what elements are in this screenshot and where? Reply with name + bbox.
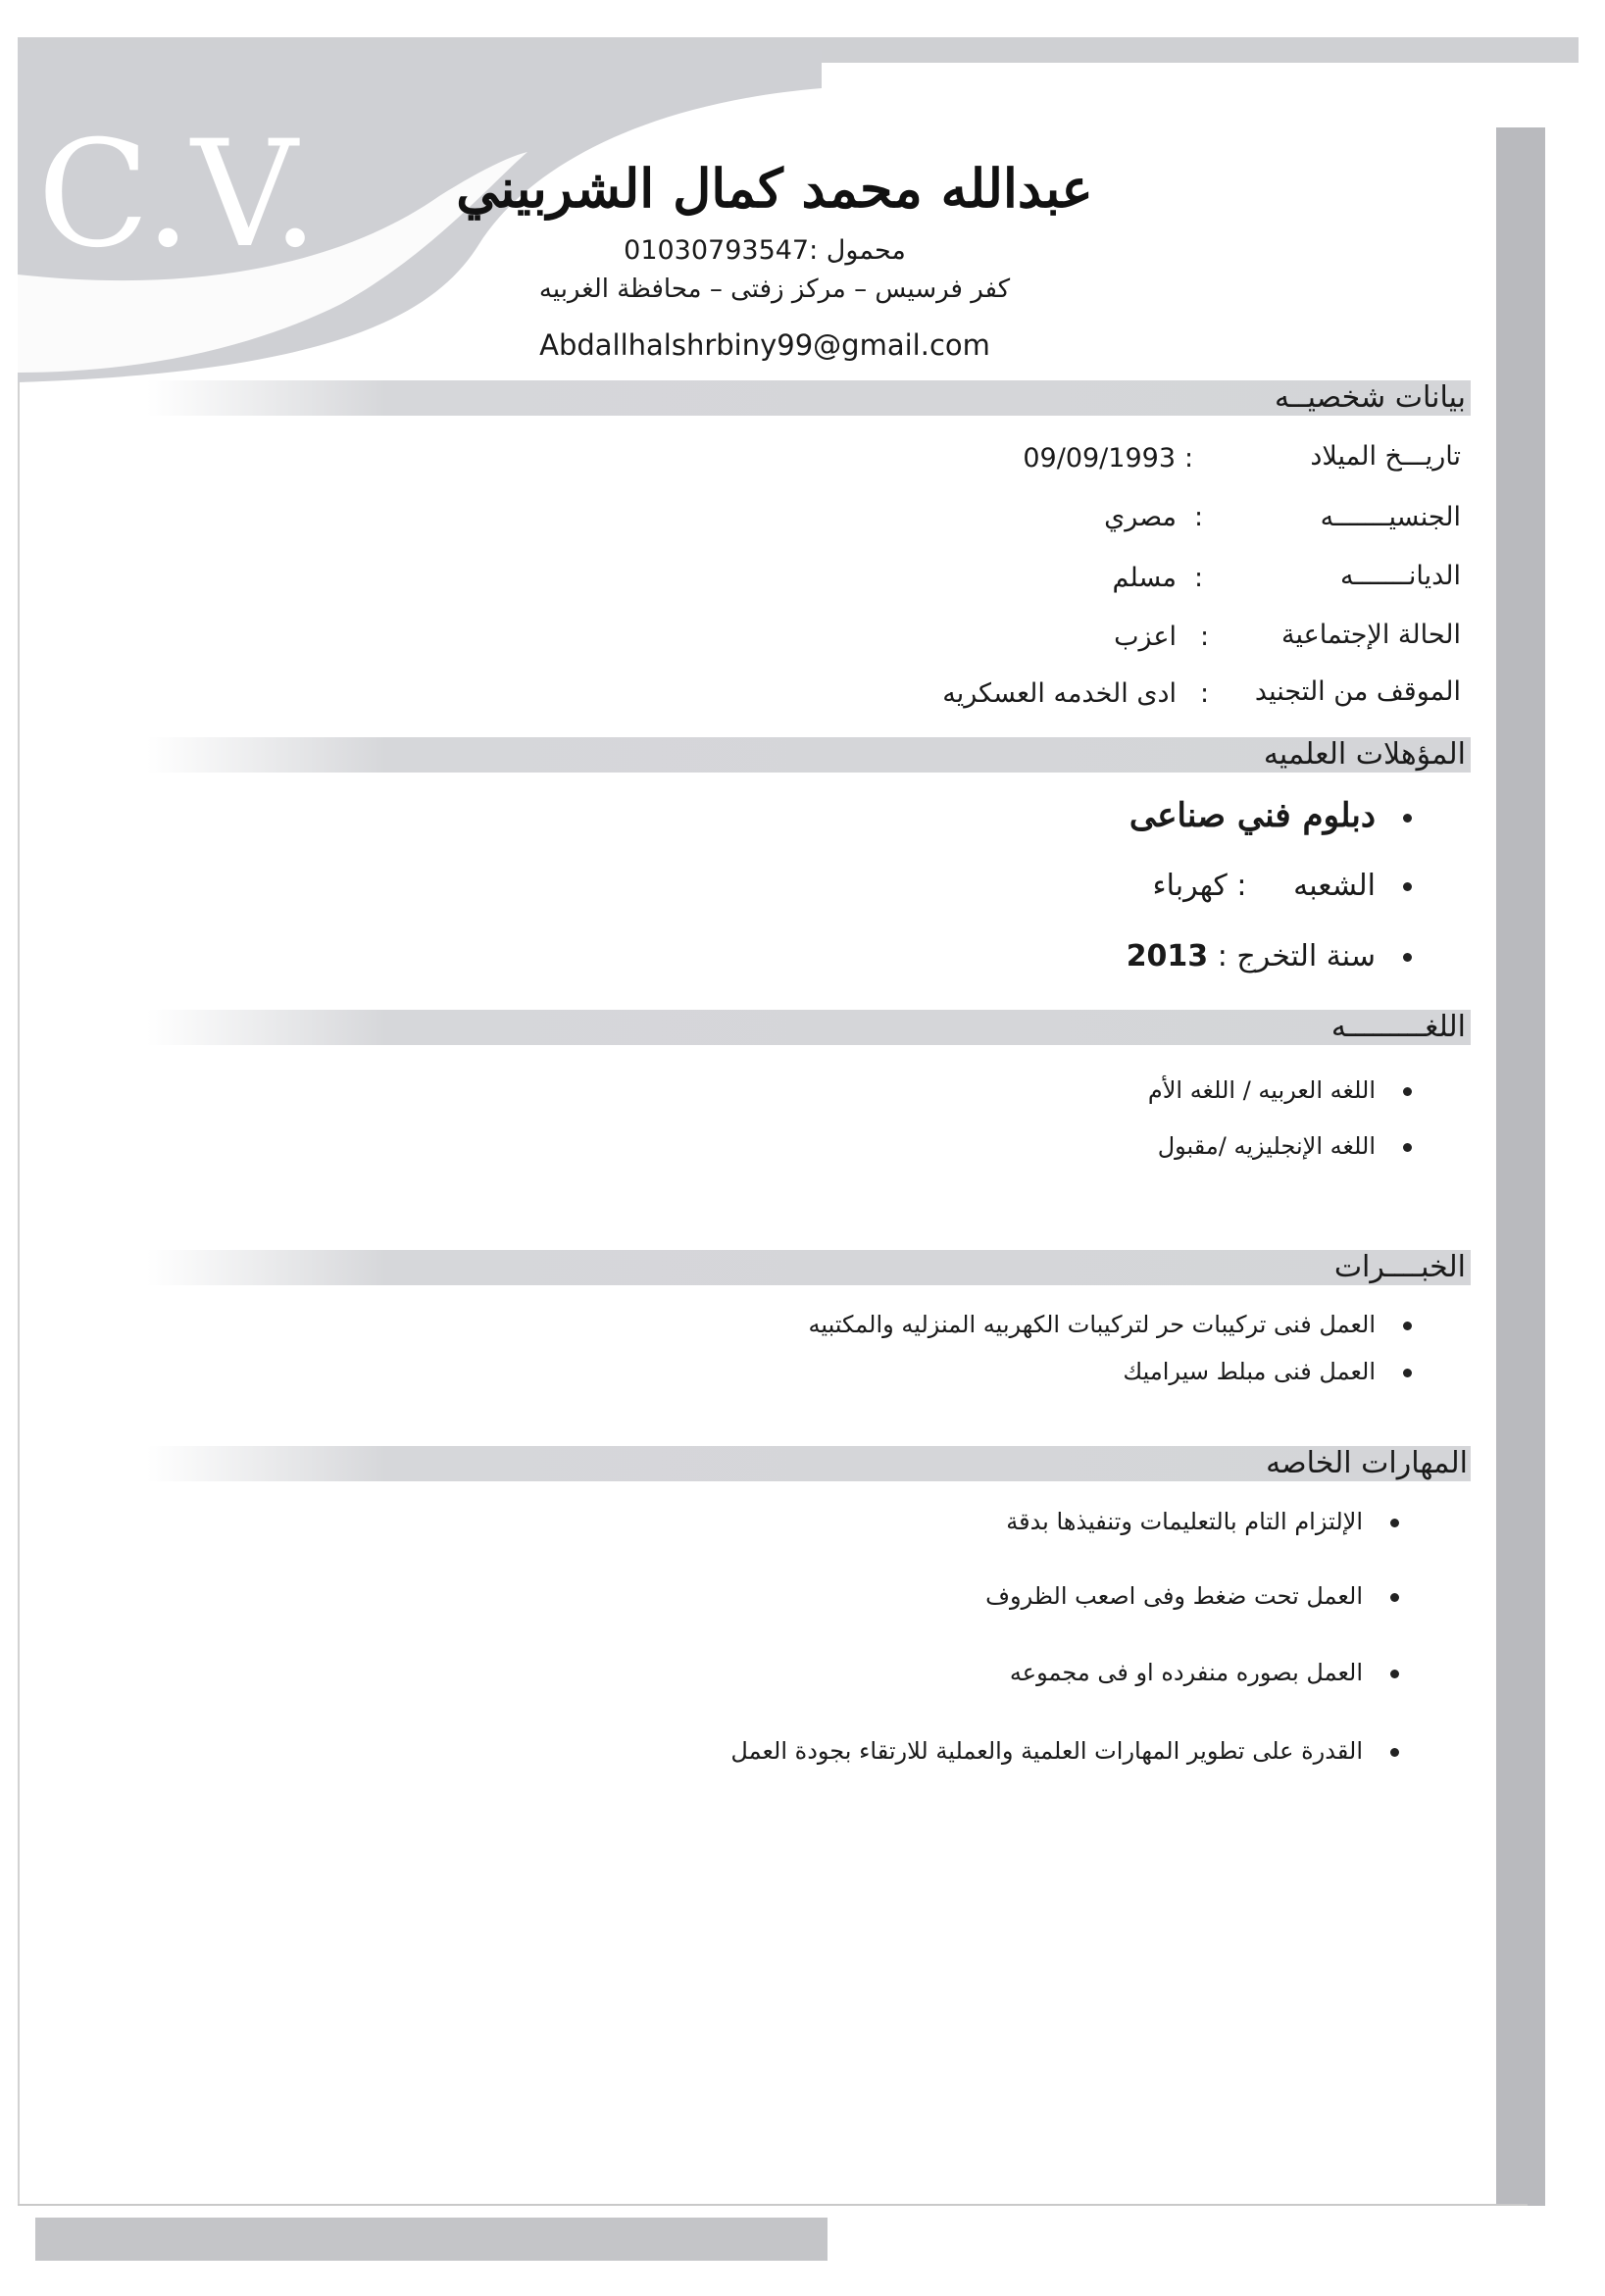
military-colon: :	[1200, 678, 1210, 709]
bullet-icon	[1403, 882, 1412, 891]
dob-label: تاريـــخ الميلاد	[1310, 441, 1461, 472]
bullet-icon	[1390, 1519, 1399, 1527]
experience-item	[808, 1311, 1412, 1338]
frame-bottom-bar	[35, 2218, 828, 2261]
language-item	[1148, 1076, 1412, 1104]
military-value: ادى الخدمه العسكريه	[942, 678, 1177, 709]
branch-colon: :	[1227, 869, 1294, 903]
experience-section-bar	[147, 1250, 1471, 1285]
dob-value: 09/09/1993	[1023, 443, 1176, 474]
skill-text: العمل بصوره منفرده او فى مجموعه	[1009, 1659, 1363, 1686]
bullet-icon	[1403, 1087, 1412, 1096]
religion-colon: :	[1194, 563, 1204, 593]
graduation-colon: :	[1208, 939, 1237, 973]
nationality-label: الجنسيـــــــه	[1320, 502, 1461, 532]
experience-text: العمل فنى مبلط سيراميك	[1123, 1358, 1376, 1385]
languages-section-title: اللغـــــــــه	[1330, 1010, 1466, 1044]
skill-text: القدرة على تطوير المهارات العلمية والعملية للارتقاء بجودة العمل	[730, 1737, 1363, 1765]
graduation-item	[1127, 939, 1412, 973]
degree-text: دبلوم فني صناعى	[1129, 796, 1376, 835]
personal-section-title: بيانات شخصيــه	[1274, 380, 1466, 415]
frame-right-bar	[1496, 127, 1545, 2206]
religion-label: الديانـــــــه	[1339, 561, 1461, 591]
branch-item	[1153, 869, 1412, 903]
frame-bottom-line	[18, 2204, 1528, 2206]
graduation-value: 2013	[1126, 939, 1209, 973]
languages-section-bar	[147, 1010, 1471, 1045]
candidate-name: عبدالله محمد كمال الشربيني	[456, 157, 1093, 220]
skill-text: العمل تحت ضغط وفى اصعب الظروف	[985, 1582, 1363, 1610]
military-label: الموقف من التجنيد	[1254, 676, 1461, 707]
bullet-icon	[1403, 1143, 1412, 1152]
religion-value: مسلم	[1112, 563, 1177, 593]
bullet-icon	[1403, 814, 1412, 823]
graduation-label: سنة التخرج	[1236, 939, 1376, 973]
marital-label: الحالة الإجتماعية	[1281, 620, 1461, 650]
skill-item	[985, 1582, 1399, 1610]
bullet-icon	[1403, 953, 1412, 962]
marital-colon: :	[1200, 622, 1210, 652]
personal-section-bar	[147, 380, 1471, 416]
language-item	[1158, 1132, 1412, 1160]
skills-section-title: المهارات الخاصه	[1266, 1446, 1468, 1480]
skill-item	[1006, 1508, 1399, 1535]
language-text: اللغه الإنجليزيه /مقبول	[1157, 1132, 1376, 1160]
bullet-icon	[1403, 1322, 1412, 1330]
bullet-icon	[1403, 1369, 1412, 1377]
degree-item	[1129, 796, 1412, 835]
skill-item	[1010, 1659, 1399, 1686]
experience-item	[1123, 1358, 1412, 1385]
nationality-value: مصري	[1104, 502, 1177, 532]
email-address: Abdallhalshrbiny99@gmail.com	[539, 328, 990, 362]
bullet-icon	[1390, 1670, 1399, 1678]
branch-value: كهرباء	[1152, 869, 1228, 903]
dob-colon: :	[1184, 443, 1194, 474]
education-section-title: المؤهلات العلميه	[1263, 737, 1466, 772]
bullet-icon	[1390, 1748, 1399, 1757]
cv-mark: C.V.	[37, 110, 319, 280]
language-text: اللغه العربيه / اللغه الأم	[1147, 1076, 1376, 1104]
skill-text: الإلتزام التام بالتعليمات وتنفيذها بدقة	[1006, 1508, 1363, 1535]
nationality-colon: :	[1194, 502, 1204, 532]
experience-section-title: الخبــــرات	[1333, 1250, 1466, 1284]
skill-item	[730, 1737, 1399, 1765]
bullet-icon	[1390, 1593, 1399, 1602]
marital-value: اعزب	[1114, 622, 1177, 652]
branch-label: الشعبه	[1293, 869, 1376, 903]
home-address: كفر فرسيس – مركز زفتى – محافظة الغربيه	[538, 275, 1011, 304]
mobile-number: محمول :01030793547	[624, 235, 906, 266]
experience-text: العمل فنى تركيبات حر لتركيبات الكهربيه المنزليه والمكتبيه	[808, 1311, 1376, 1338]
